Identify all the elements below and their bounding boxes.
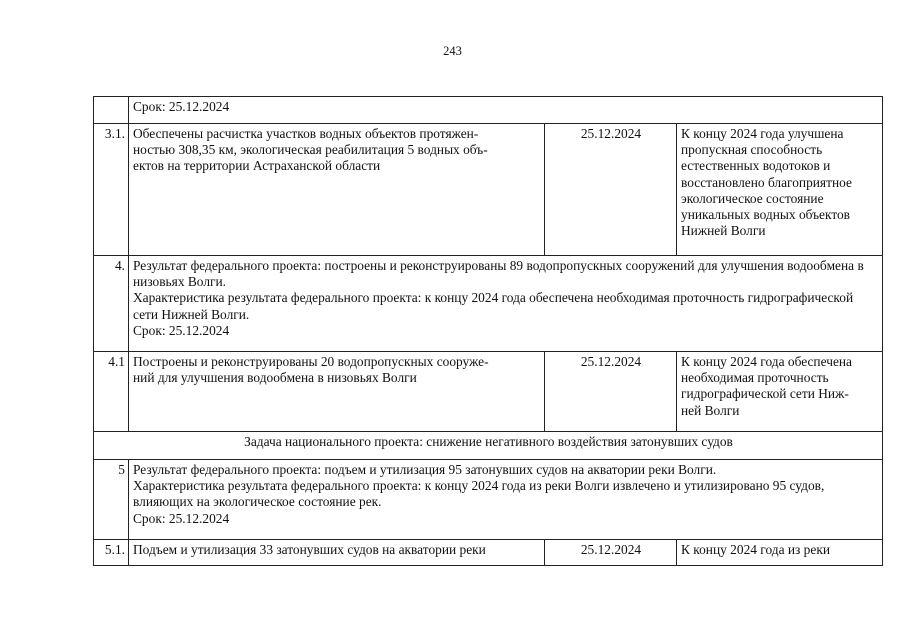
result-line: естественных водотоков и bbox=[681, 158, 831, 174]
table-row bbox=[94, 124, 883, 256]
table-row bbox=[94, 460, 883, 540]
date-cell: 25.12.2024 bbox=[545, 540, 677, 566]
result-line: гидрографической сети Ниж- bbox=[681, 386, 849, 402]
plan-table bbox=[93, 96, 883, 566]
result-line: пропускная способность bbox=[681, 142, 823, 158]
expected-result-cell bbox=[677, 352, 883, 432]
result-line: Нижней Волги bbox=[681, 223, 766, 239]
page-number: 243 bbox=[443, 44, 462, 58]
date-cell: 25.12.2024 bbox=[545, 124, 677, 256]
row-number-cell: 4. bbox=[94, 256, 129, 352]
event-description-cell bbox=[129, 352, 545, 432]
result-line: уникальных водных объектов bbox=[681, 207, 851, 223]
deadline-cell bbox=[129, 97, 883, 124]
row-number-cell: 5 bbox=[94, 460, 129, 540]
description-line: ний для улучшения водообмена в низовьях Волги bbox=[133, 370, 417, 386]
result-line: К концу 2024 года улучшена bbox=[681, 126, 844, 141]
result-line: необходимая проточность bbox=[681, 370, 829, 386]
result-characteristic-text: Характеристика результата федерального проекта: к концу 2024 года из реки Волги извлечено и утилизировано 95 судов, влияющих на экологическое состояние рек. bbox=[133, 478, 825, 510]
description-line: Обеспечены расчистка участков водных объектов протяжен- bbox=[133, 126, 479, 141]
deadline-text: Срок: 25.12.2024 bbox=[133, 510, 230, 526]
table-row bbox=[94, 540, 883, 566]
description-line: ностью 308,35 км, экологическая реабилитация 5 водных объ- bbox=[133, 142, 488, 158]
event-description-cell bbox=[129, 540, 545, 566]
result-line: ней Волги bbox=[681, 402, 740, 418]
federal-result-cell bbox=[129, 256, 883, 352]
result-line: восстановлено благоприятное bbox=[681, 174, 852, 190]
result-characteristic-text: Характеристика результата федерального проекта: к концу 2024 года обеспечена необходимая проточность гидрографической сети Нижней Волги. bbox=[133, 290, 854, 322]
table-row bbox=[94, 256, 883, 352]
federal-result-text: Результат федерального проекта: подъем и утилизация 95 затонувших судов на акватории реки Волги. bbox=[133, 462, 717, 477]
federal-result-cell bbox=[129, 460, 883, 540]
result-text: К концу 2024 года из реки bbox=[681, 542, 830, 557]
result-line: К концу 2024 года обеспечена bbox=[681, 354, 852, 369]
row-number-cell: 5.1. bbox=[94, 540, 129, 566]
result-line: экологическое состояние bbox=[681, 190, 824, 206]
national-task-cell bbox=[94, 432, 883, 460]
row-number-cell: 3.1. bbox=[94, 124, 129, 256]
event-description-cell bbox=[129, 124, 545, 256]
description-line: ектов на территории Астраханской области bbox=[133, 158, 381, 174]
national-task-text: Задача национального проекта: снижение негативного воздействия затонувших судов bbox=[244, 434, 733, 449]
table-row bbox=[94, 432, 883, 460]
expected-result-cell bbox=[677, 540, 883, 566]
description-text: Подъем и утилизация 33 затонувших судов на акватории реки bbox=[133, 542, 486, 557]
description-line: Построены и реконструированы 20 водопропускных сооруже- bbox=[133, 354, 489, 369]
row-number-cell bbox=[94, 97, 129, 124]
date-cell: 25.12.2024 bbox=[545, 352, 677, 432]
table-row bbox=[94, 352, 883, 432]
deadline-text: Срок: 25.12.2024 bbox=[133, 99, 230, 114]
expected-result-cell bbox=[677, 124, 883, 256]
federal-result-text: Результат федерального проекта: построены и реконструированы 89 водопропускных сооружений для улучшения водообмена в низовьях Волги. bbox=[133, 258, 864, 290]
table-row bbox=[94, 97, 883, 124]
deadline-text: Срок: 25.12.2024 bbox=[133, 322, 230, 338]
row-number-cell: 4.1 bbox=[94, 352, 129, 432]
